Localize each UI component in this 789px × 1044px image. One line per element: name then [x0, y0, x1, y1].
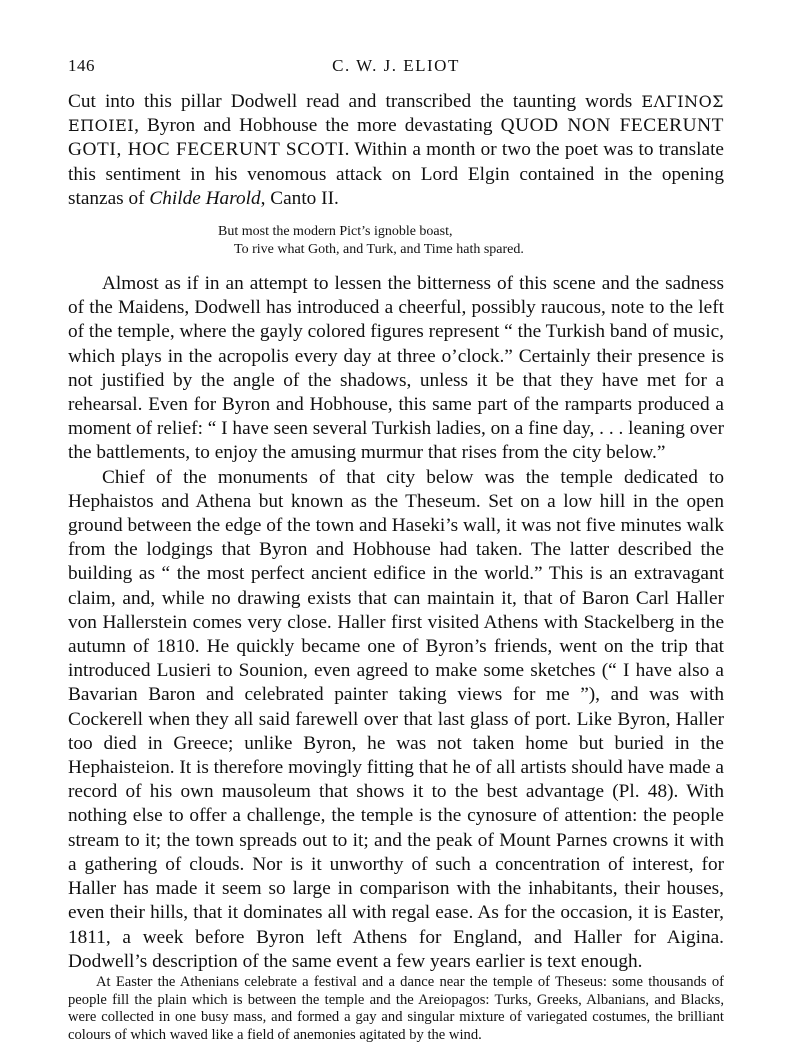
paragraph-3: Chief of the monuments of that city below was the temple dedicated to Hephaistos and Athena but known as the Theseum. Set on a low hill in the open ground between the edge of the town and Haseki’s wall, it was not five minutes walk from the lodgings that Byron and Hobhouse had taken. The latter described the building as “ the most perfect ancient edifice in the world.” This is an extravagant claim, and, while no drawing exists that can maintain it, that of Baron Carl Haller von Hallerstein comes very close. Haller first visited Athens with Stackelberg in the autumn of 1810. He quickly became one of Byron’s friends, went on the trip that introduced Lusieri to Sounion, even agreed to make some sketches (“ I have also a Bavarian Baron and celebrated painter taking views for me ”), and was with Cockerell when they all said farewell over that last glass of port. Like Byron, Haller too died in Greece; unlike Byron, he was not taken home but buried in the Hephaisteion. It is therefore movingly fitting that he of all artists should have made a record of his own mausoleum that shows it to the best advantage (Pl. 48). With nothing else to offer a challenge, the temple is the cynosure of attention: the people stream to it; the town spreads out to it; and the peak of Mount Parnes crowns it with a gathering of clouds. Nor is it unworthy of such a concentration of interest, for Haller has made it seem so large in comparison with the inhabitants, their houses, even their hills, that it dominates all with regal ease. As for the occasion, it is Easter, 1811, a week before Byron left Athens for England, and Haller for Aigina. Dodwell’s description of the same event a few years earlier is text enough.	[68, 466, 724, 972]
verse-line-1: But most the modern Pict’s ignoble boast,	[218, 224, 453, 240]
running-head	[68, 56, 724, 80]
para1-text-a: Cut into this pillar Dodwell read and transcribed the taunting words	[68, 91, 642, 112]
block-quote: At Easter the Athenians celebrate a festival and a dance near the temple of Theseus: some thousands of people fill the plain which is between the temple and the Areiopagos: Turks, Greeks, Albanians, and Blacks, were collected in one busy mass, and formed a gay and singular mixture of variegated costumes, the brilliant colours of which waved like a field of anemonies agitated by the wind.	[68, 973, 724, 1043]
verse-quote	[68, 223, 724, 258]
paragraph-2: Almost as if in an attempt to lessen the bitterness of this scene and the sadness of the Maidens, Dodwell has introduced a cheerful, possibly raucous, note to the left of the temple, where the gayly colored figures represent “ the Turkish band of music, which plays in the acropolis every day at three o’clock.” Certainly their presence is not justified by the angle of the shadows, unless it be that they have met for a rehearsal. Even for Byron and Hobhouse, this same part of the ramparts produced a moment of relief: “ I have seen several Turkish ladies, on a fine day, . . . leaning over the battlements, to enjoy the amusing murmur that rises from the city below.”	[68, 273, 724, 464]
page-number: 146	[68, 56, 95, 75]
para1-text-b: , Byron and Hobhouse the more devastating	[134, 115, 501, 137]
verse-line-2: To rive what Goth, and Turk, and Time hath spared.	[234, 241, 524, 257]
greek-inscription: ΕΛΓΙΝΟΣ ΕΠΟΙΕΙ	[68, 92, 724, 136]
paragraph-1	[68, 90, 724, 211]
body-text	[68, 90, 724, 1044]
para1-text-d: , Canto II.	[260, 187, 339, 209]
work-title: Childe Harold	[149, 187, 261, 209]
running-head-author: C. W. J. ELIOT	[332, 56, 460, 75]
para1-text-c: . Within a month or two the poet was to translate this sentiment in his venomous attack on Lord Elgin contained in the opening stanzas of	[68, 139, 724, 209]
latin-inscription: QUOD NON FECERUNT GOTI, HOC FECERUNT SCOTI	[68, 115, 725, 161]
